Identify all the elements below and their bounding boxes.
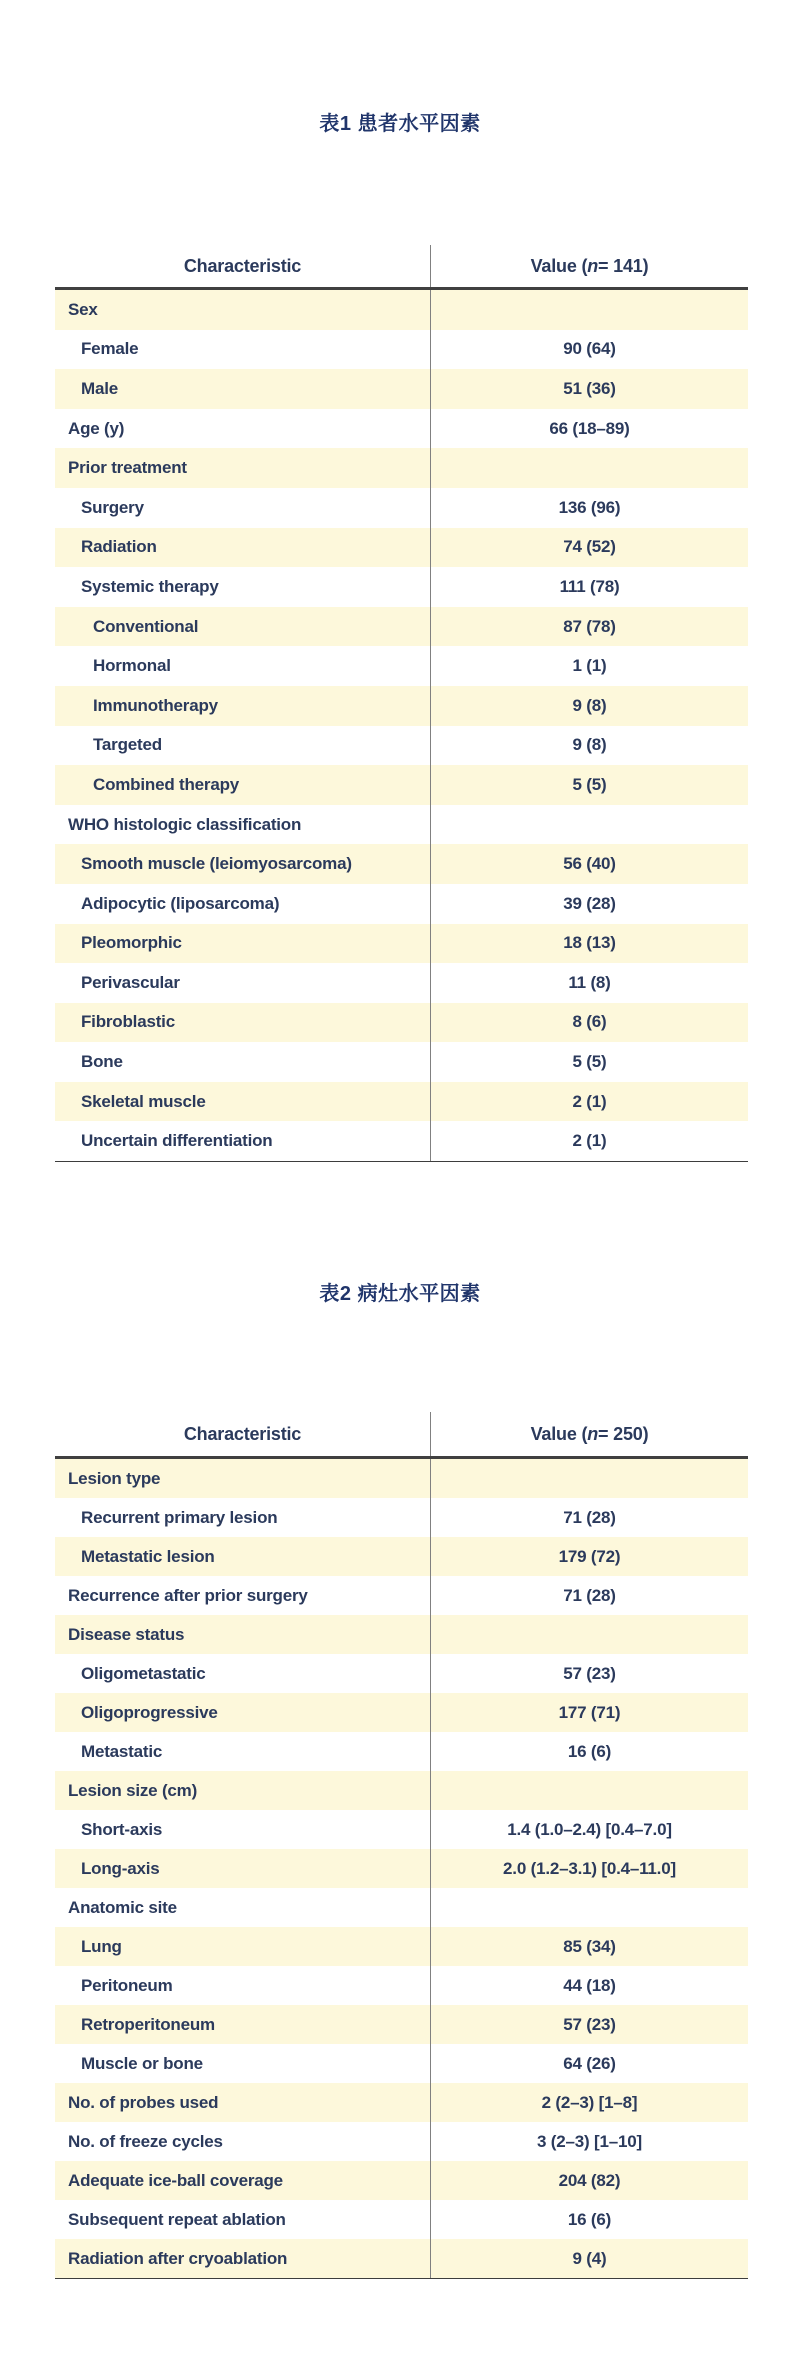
table-row bbox=[55, 2083, 748, 2122]
row-value: 177 (71) bbox=[430, 1693, 748, 1732]
row-value: 87 (78) bbox=[430, 607, 748, 647]
value-header-suffix: = 141) bbox=[598, 255, 649, 276]
row-label: Long-axis bbox=[81, 1858, 160, 1878]
row-label: Smooth muscle (leiomyosarcoma) bbox=[81, 854, 352, 874]
table-row bbox=[55, 646, 748, 686]
row-label: Adequate ice-ball coverage bbox=[68, 2170, 283, 2190]
table-row bbox=[55, 448, 748, 488]
table-row bbox=[55, 1771, 748, 1810]
table-row bbox=[55, 369, 748, 409]
row-value: 57 (23) bbox=[430, 2005, 748, 2044]
table-row bbox=[55, 1459, 748, 1498]
row-value: 5 (5) bbox=[430, 765, 748, 805]
table-row bbox=[55, 2200, 748, 2239]
row-value: 16 (6) bbox=[430, 1732, 748, 1771]
table1-header-characteristic: Characteristic bbox=[183, 255, 302, 276]
table-row bbox=[55, 1966, 748, 2005]
table-row bbox=[55, 1042, 748, 1082]
value-header-suffix: = 250) bbox=[598, 1423, 649, 1444]
row-label: Short-axis bbox=[81, 1819, 163, 1839]
row-value: 2 (2–3) [1–8] bbox=[430, 2083, 748, 2122]
table1-header-row bbox=[55, 245, 748, 290]
row-value: 9 (8) bbox=[430, 686, 748, 726]
table-row bbox=[55, 844, 748, 884]
row-label: Lesion size (cm) bbox=[68, 1780, 198, 1800]
row-label: Age (y) bbox=[68, 418, 125, 438]
table-row bbox=[55, 330, 748, 370]
table-row bbox=[55, 2044, 748, 2083]
table-row bbox=[55, 1082, 748, 1122]
table-row bbox=[55, 1888, 748, 1927]
row-value: 179 (72) bbox=[430, 1537, 748, 1576]
table1-patient-level-factors bbox=[55, 245, 748, 1162]
table2-body bbox=[55, 1459, 748, 2278]
value-header-prefix: Value ( bbox=[530, 1423, 588, 1444]
row-value: 11 (8) bbox=[430, 963, 748, 1003]
row-label: Subsequent repeat ablation bbox=[68, 2209, 286, 2229]
row-label: Perivascular bbox=[81, 972, 180, 992]
table-row bbox=[55, 686, 748, 726]
table-row bbox=[55, 805, 748, 845]
row-value: 64 (26) bbox=[430, 2044, 748, 2083]
row-label: Fibroblastic bbox=[81, 1012, 175, 1032]
table-row bbox=[55, 2122, 748, 2161]
row-value: 1.4 (1.0–2.4) [0.4–7.0] bbox=[430, 1810, 748, 1849]
row-label: Lesion type bbox=[68, 1468, 161, 1488]
table-row bbox=[55, 409, 748, 449]
row-label: Recurrence after prior surgery bbox=[68, 1585, 308, 1605]
value-header-n: n bbox=[587, 255, 599, 276]
row-value: 90 (64) bbox=[430, 330, 748, 370]
table-row bbox=[55, 1576, 748, 1615]
table-row bbox=[55, 1121, 748, 1161]
row-value: 2.0 (1.2–3.1) [0.4–11.0] bbox=[430, 1849, 748, 1888]
row-label: Muscle or bone bbox=[81, 2053, 203, 2073]
table2-title: 表2 病灶水平因素 bbox=[319, 1283, 481, 1305]
table-row bbox=[55, 1849, 748, 1888]
row-value: 39 (28) bbox=[430, 884, 748, 924]
row-label: No. of freeze cycles bbox=[68, 2131, 223, 2151]
row-value: 66 (18–89) bbox=[430, 409, 748, 449]
table-row bbox=[55, 1732, 748, 1771]
row-label: Female bbox=[81, 339, 139, 359]
table-row bbox=[55, 1810, 748, 1849]
row-label: Lung bbox=[81, 1936, 122, 1956]
table-row bbox=[55, 1654, 748, 1693]
row-value: 136 (96) bbox=[430, 488, 748, 528]
row-value bbox=[430, 448, 748, 488]
row-label: Skeletal muscle bbox=[81, 1091, 206, 1111]
table-row bbox=[55, 1003, 748, 1043]
row-label: Oligometastatic bbox=[81, 1663, 206, 1683]
row-value: 85 (34) bbox=[430, 1927, 748, 1966]
row-label: No. of probes used bbox=[68, 2092, 219, 2112]
table-row bbox=[55, 488, 748, 528]
table-row bbox=[55, 2005, 748, 2044]
row-value: 56 (40) bbox=[430, 844, 748, 884]
table1-title: 表1 患者水平因素 bbox=[319, 113, 481, 135]
table-row bbox=[55, 765, 748, 805]
row-value: 1 (1) bbox=[430, 646, 748, 686]
row-label: Radiation bbox=[81, 537, 157, 557]
table-row bbox=[55, 1927, 748, 1966]
row-label: Surgery bbox=[81, 497, 144, 517]
row-value: 9 (4) bbox=[430, 2239, 748, 2278]
row-label: Pleomorphic bbox=[81, 933, 182, 953]
row-label: Targeted bbox=[93, 735, 162, 755]
row-value bbox=[430, 1888, 748, 1927]
table1-header-value bbox=[430, 245, 748, 287]
row-label: Combined therapy bbox=[93, 774, 240, 794]
row-label: Bone bbox=[81, 1052, 123, 1072]
table-row bbox=[55, 1615, 748, 1654]
row-label: Anatomic site bbox=[68, 1897, 177, 1917]
table-row bbox=[55, 1498, 748, 1537]
row-value: 111 (78) bbox=[430, 567, 748, 607]
row-value bbox=[430, 1771, 748, 1810]
value-header-n: n bbox=[587, 1423, 599, 1444]
row-value: 71 (28) bbox=[430, 1576, 748, 1615]
row-label: Male bbox=[81, 378, 118, 398]
table2-header-value bbox=[430, 1412, 748, 1456]
table-row bbox=[55, 2239, 748, 2278]
row-label: Disease status bbox=[68, 1624, 185, 1644]
row-value: 8 (6) bbox=[430, 1003, 748, 1043]
table-row bbox=[55, 1537, 748, 1576]
row-label: Conventional bbox=[93, 616, 199, 636]
row-value bbox=[430, 805, 748, 845]
table-row bbox=[55, 2161, 748, 2200]
value-header-prefix: Value ( bbox=[530, 255, 588, 276]
row-label: WHO histologic classification bbox=[68, 814, 302, 834]
row-label: Systemic therapy bbox=[81, 576, 219, 596]
table1-body bbox=[55, 290, 748, 1161]
row-label: Oligoprogressive bbox=[81, 1702, 218, 1722]
table2-lesion-level-factors bbox=[55, 1412, 748, 2279]
row-value: 51 (36) bbox=[430, 369, 748, 409]
row-value: 3 (2–3) [1–10] bbox=[430, 2122, 748, 2161]
row-value: 204 (82) bbox=[430, 2161, 748, 2200]
row-value: 16 (6) bbox=[430, 2200, 748, 2239]
row-value: 9 (8) bbox=[430, 726, 748, 766]
row-label: Recurrent primary lesion bbox=[81, 1507, 278, 1527]
row-label: Sex bbox=[68, 299, 98, 319]
table-row bbox=[55, 290, 748, 330]
table-row bbox=[55, 528, 748, 568]
row-label: Uncertain differentiation bbox=[81, 1131, 273, 1151]
row-label: Peritoneum bbox=[81, 1975, 173, 1995]
row-label: Metastatic lesion bbox=[81, 1546, 215, 1566]
row-label: Prior treatment bbox=[68, 458, 187, 478]
table-row bbox=[55, 1693, 748, 1732]
row-label: Retroperitoneum bbox=[81, 2014, 215, 2034]
table2-header-characteristic: Characteristic bbox=[183, 1423, 302, 1444]
row-label: Immunotherapy bbox=[93, 695, 218, 715]
row-label: Metastatic bbox=[81, 1741, 163, 1761]
table-row bbox=[55, 963, 748, 1003]
row-value: 44 (18) bbox=[430, 1966, 748, 2005]
row-value: 2 (1) bbox=[430, 1121, 748, 1161]
table2-header-row bbox=[55, 1412, 748, 1459]
table-row bbox=[55, 567, 748, 607]
row-value: 74 (52) bbox=[430, 528, 748, 568]
row-label: Adipocytic (liposarcoma) bbox=[81, 893, 280, 913]
row-value bbox=[430, 290, 748, 330]
table-row bbox=[55, 924, 748, 964]
table-row bbox=[55, 726, 748, 766]
row-value: 18 (13) bbox=[430, 924, 748, 964]
row-value bbox=[430, 1459, 748, 1498]
row-label: Hormonal bbox=[93, 656, 171, 676]
row-value bbox=[430, 1615, 748, 1654]
row-label: Radiation after cryoablation bbox=[68, 2248, 288, 2268]
row-value: 57 (23) bbox=[430, 1654, 748, 1693]
table-row bbox=[55, 607, 748, 647]
row-value: 71 (28) bbox=[430, 1498, 748, 1537]
row-value: 2 (1) bbox=[430, 1082, 748, 1122]
row-value: 5 (5) bbox=[430, 1042, 748, 1082]
table-row bbox=[55, 884, 748, 924]
